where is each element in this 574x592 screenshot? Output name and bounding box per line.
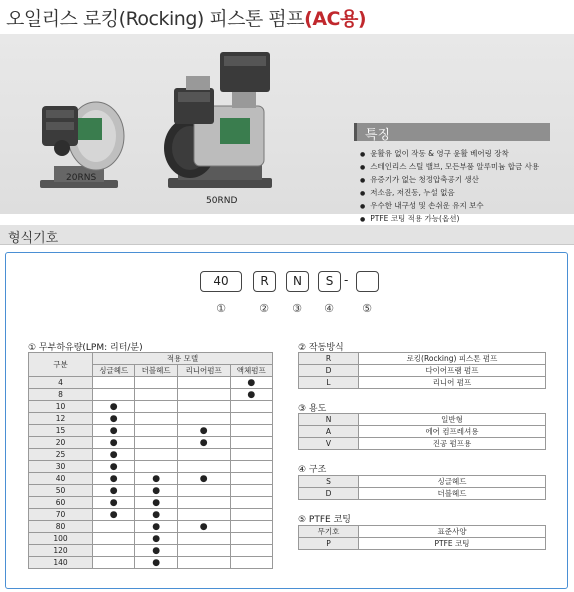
ptfe-table-body bbox=[299, 526, 546, 550]
empty-cell bbox=[135, 437, 177, 449]
feature-item: ● 윤활유 없이 작동 & 영구 윤활 베어링 장착 bbox=[360, 147, 570, 160]
code-key: P bbox=[299, 538, 359, 550]
code-key: D bbox=[299, 365, 359, 377]
usage-table bbox=[298, 413, 546, 450]
empty-cell bbox=[230, 437, 272, 449]
flow-row bbox=[29, 437, 273, 449]
flow-row bbox=[29, 485, 273, 497]
applicable-mark bbox=[93, 449, 135, 461]
code-row bbox=[299, 488, 546, 500]
product-hero bbox=[0, 34, 574, 223]
code-box-operation: R bbox=[253, 271, 276, 292]
flow-row bbox=[29, 401, 273, 413]
flow-table-body bbox=[29, 377, 273, 569]
feature-item: ● 저소음, 저진동, 누설 없음 bbox=[360, 186, 570, 199]
ptfe-table bbox=[298, 525, 546, 550]
empty-cell bbox=[230, 461, 272, 473]
title-main: 오일리스 로킹(Rocking) 피스톤 펌프 bbox=[6, 8, 305, 30]
code-number-3: ③ bbox=[292, 302, 302, 315]
flow-table bbox=[28, 352, 273, 569]
usage-table-body bbox=[299, 414, 546, 450]
pump-20rns-label: 20RNS bbox=[66, 173, 97, 183]
empty-cell bbox=[230, 473, 272, 485]
applicable-mark bbox=[93, 401, 135, 413]
applicable-mark bbox=[135, 545, 177, 557]
applicable-mark bbox=[135, 485, 177, 497]
flow-row bbox=[29, 545, 273, 557]
flow-value: 30 bbox=[29, 461, 93, 473]
structure-title: ④ 구조 bbox=[298, 465, 327, 475]
applicable-mark bbox=[135, 533, 177, 545]
code-row bbox=[299, 476, 546, 488]
model-group-header: 적용 모델 bbox=[93, 353, 273, 365]
applicable-mark bbox=[230, 377, 272, 389]
code-description: 표준사양 bbox=[359, 526, 546, 538]
empty-cell bbox=[177, 449, 230, 461]
code-row bbox=[299, 365, 546, 377]
code-row bbox=[299, 353, 546, 365]
flow-row bbox=[29, 461, 273, 473]
code-number-2: ② bbox=[259, 302, 269, 315]
code-key: 무기호 bbox=[299, 526, 359, 538]
empty-cell bbox=[93, 389, 135, 401]
empty-cell bbox=[177, 485, 230, 497]
applicable-mark bbox=[177, 437, 230, 449]
applicable-mark bbox=[135, 557, 177, 569]
empty-cell bbox=[177, 413, 230, 425]
empty-cell bbox=[230, 449, 272, 461]
empty-cell bbox=[230, 401, 272, 413]
empty-cell bbox=[135, 413, 177, 425]
empty-cell bbox=[177, 509, 230, 521]
section-title: 형식기호 bbox=[8, 231, 59, 246]
flow-value: 100 bbox=[29, 533, 93, 545]
code-row bbox=[299, 414, 546, 426]
code-description: 싱글헤드 bbox=[359, 476, 546, 488]
flow-value: 50 bbox=[29, 485, 93, 497]
code-description: 로킹(Rocking) 피스톤 펌프 bbox=[359, 353, 546, 365]
empty-cell bbox=[177, 497, 230, 509]
flow-col-header: 구분 bbox=[29, 353, 93, 377]
empty-cell bbox=[230, 557, 272, 569]
features-title: 특징 bbox=[365, 128, 391, 143]
flow-value: 12 bbox=[29, 413, 93, 425]
flow-value: 140 bbox=[29, 557, 93, 569]
empty-cell bbox=[230, 533, 272, 545]
code-row bbox=[299, 377, 546, 389]
code-number-5: ⑤ bbox=[362, 302, 372, 315]
empty-cell bbox=[177, 533, 230, 545]
applicable-mark bbox=[135, 509, 177, 521]
applicable-mark bbox=[93, 473, 135, 485]
empty-cell bbox=[230, 521, 272, 533]
flow-value: 15 bbox=[29, 425, 93, 437]
empty-cell bbox=[93, 533, 135, 545]
ptfe-title: ⑤ PTFE 코팅 bbox=[298, 515, 351, 525]
code-key: R bbox=[299, 353, 359, 365]
flow-row bbox=[29, 521, 273, 533]
flow-row bbox=[29, 425, 273, 437]
flow-row bbox=[29, 413, 273, 425]
structure-table bbox=[298, 475, 546, 500]
code-dash: - bbox=[344, 273, 349, 287]
applicable-mark bbox=[135, 473, 177, 485]
applicable-mark bbox=[93, 509, 135, 521]
flow-value: 40 bbox=[29, 473, 93, 485]
empty-cell bbox=[177, 557, 230, 569]
pump-50rnd-label: 50RND bbox=[206, 196, 238, 206]
flow-value: 25 bbox=[29, 449, 93, 461]
code-number-4: ④ bbox=[324, 302, 334, 315]
applicable-mark bbox=[135, 521, 177, 533]
features-list bbox=[360, 147, 570, 225]
flow-table-title: ① 무부하유량(LPM: 리터/분) bbox=[28, 343, 143, 353]
flow-row bbox=[29, 473, 273, 485]
empty-cell bbox=[177, 389, 230, 401]
code-description: 일반형 bbox=[359, 414, 546, 426]
empty-cell bbox=[135, 377, 177, 389]
operation-table-body bbox=[299, 353, 546, 389]
code-box-ptfe bbox=[356, 271, 379, 292]
empty-cell bbox=[230, 509, 272, 521]
applicable-mark bbox=[230, 389, 272, 401]
flow-value: 10 bbox=[29, 401, 93, 413]
empty-cell bbox=[135, 425, 177, 437]
empty-cell bbox=[93, 545, 135, 557]
title-accent: (AC용) bbox=[304, 8, 367, 30]
features-header bbox=[354, 123, 550, 141]
flow-value: 4 bbox=[29, 377, 93, 389]
code-key: S bbox=[299, 476, 359, 488]
applicable-mark bbox=[93, 413, 135, 425]
empty-cell bbox=[230, 413, 272, 425]
flow-row bbox=[29, 557, 273, 569]
code-description: 에어 컴프레셔용 bbox=[359, 426, 546, 438]
flow-value: 120 bbox=[29, 545, 93, 557]
empty-cell bbox=[135, 401, 177, 413]
code-key: N bbox=[299, 414, 359, 426]
code-description: 진공 펌프용 bbox=[359, 438, 546, 450]
code-key: A bbox=[299, 426, 359, 438]
code-row bbox=[299, 538, 546, 550]
empty-cell bbox=[177, 401, 230, 413]
section-header bbox=[0, 225, 574, 245]
model-header: 더블헤드 bbox=[135, 365, 177, 377]
model-header: 싱글헤드 bbox=[93, 365, 135, 377]
applicable-mark bbox=[93, 485, 135, 497]
flow-row bbox=[29, 497, 273, 509]
applicable-mark bbox=[93, 425, 135, 437]
empty-cell bbox=[230, 497, 272, 509]
flow-value: 80 bbox=[29, 521, 93, 533]
empty-cell bbox=[93, 521, 135, 533]
applicable-mark bbox=[135, 497, 177, 509]
empty-cell bbox=[177, 377, 230, 389]
empty-cell bbox=[230, 545, 272, 557]
applicable-mark bbox=[177, 425, 230, 437]
flow-value: 8 bbox=[29, 389, 93, 401]
code-key: L bbox=[299, 377, 359, 389]
pump-50rnd-image bbox=[160, 48, 280, 196]
empty-cell bbox=[93, 557, 135, 569]
empty-cell bbox=[177, 461, 230, 473]
empty-cell bbox=[230, 425, 272, 437]
applicable-mark bbox=[93, 497, 135, 509]
applicable-mark bbox=[93, 461, 135, 473]
flow-row bbox=[29, 449, 273, 461]
code-row bbox=[299, 438, 546, 450]
code-description: 다이어프램 펌프 bbox=[359, 365, 546, 377]
flow-row bbox=[29, 533, 273, 545]
structure-table-body bbox=[299, 476, 546, 500]
code-box-usage: N bbox=[286, 271, 309, 292]
code-row bbox=[299, 526, 546, 538]
flow-value: 60 bbox=[29, 497, 93, 509]
flow-row bbox=[29, 377, 273, 389]
model-header: 리니어펌프 bbox=[177, 365, 230, 377]
empty-cell bbox=[230, 485, 272, 497]
code-description: 리니어 펌프 bbox=[359, 377, 546, 389]
code-row bbox=[299, 426, 546, 438]
code-description: PTFE 코팅 bbox=[359, 538, 546, 550]
operation-title: ② 작동방식 bbox=[298, 343, 344, 353]
flow-value: 20 bbox=[29, 437, 93, 449]
applicable-mark bbox=[93, 437, 135, 449]
feature-item: ● 스테인리스 스틸 밸브, 모든부품 알루미늄 합금 사용 bbox=[360, 160, 570, 173]
model-header: 액체펌프 bbox=[230, 365, 272, 377]
empty-cell bbox=[135, 461, 177, 473]
applicable-mark bbox=[177, 521, 230, 533]
code-box-flow: 40 bbox=[200, 271, 242, 292]
flow-row bbox=[29, 389, 273, 401]
applicable-mark bbox=[177, 473, 230, 485]
usage-title: ③ 용도 bbox=[298, 404, 327, 414]
code-box-structure: S bbox=[318, 271, 341, 292]
feature-item: ● 유증기가 없는 청정압축공기 생산 bbox=[360, 173, 570, 186]
code-key: V bbox=[299, 438, 359, 450]
feature-item: ● 우수한 내구성 및 손쉬운 유지 보수 bbox=[360, 199, 570, 212]
feature-item: ● PTFE 코팅 적용 가능(옵션) bbox=[360, 212, 570, 225]
empty-cell bbox=[93, 377, 135, 389]
flow-row bbox=[29, 509, 273, 521]
empty-cell bbox=[135, 389, 177, 401]
empty-cell bbox=[135, 449, 177, 461]
page-title bbox=[6, 4, 366, 31]
operation-table bbox=[298, 352, 546, 389]
code-description: 더블헤드 bbox=[359, 488, 546, 500]
empty-cell bbox=[177, 545, 230, 557]
code-key: D bbox=[299, 488, 359, 500]
code-number-1: ① bbox=[216, 302, 226, 315]
flow-value: 70 bbox=[29, 509, 93, 521]
